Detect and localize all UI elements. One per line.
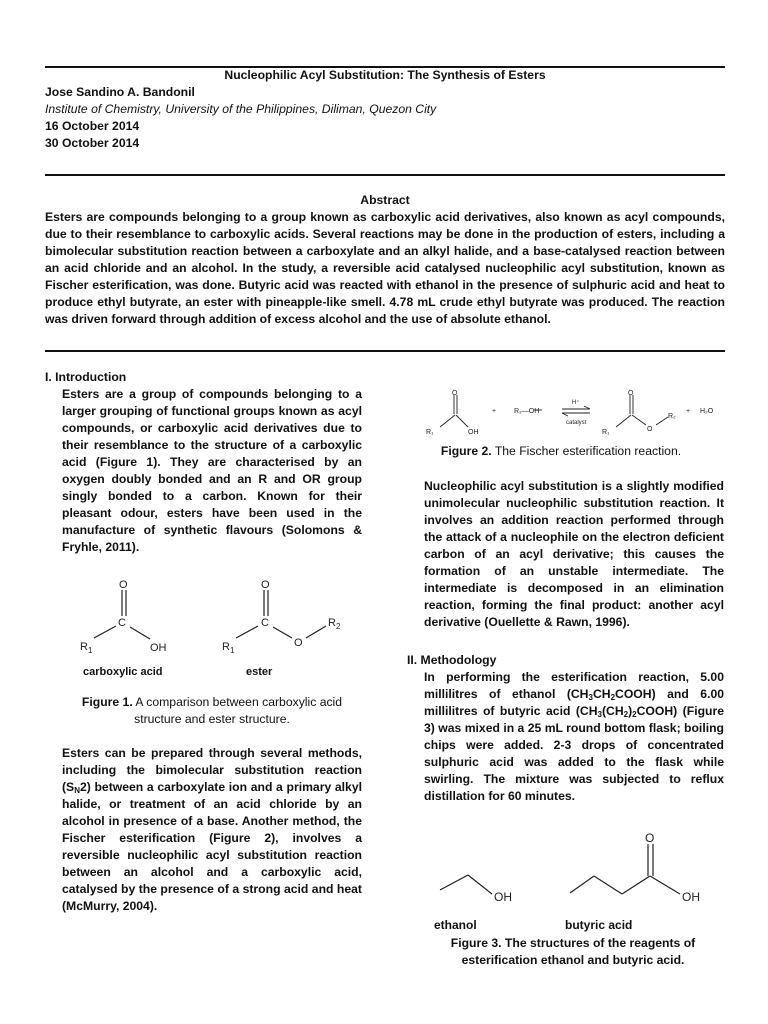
fig3-butyric-oxygen: O	[645, 831, 655, 845]
methodology-paragraph: In performing the esterification reaction, 5.00 millilitres of ethanol $(CH_3CH_2COOH)$ and 6.00 millilitres of butyric acid $(CH_3(CH_2)_2COOH)$ (Figure 3) was mixed in a 25 mL round bottom flask; boiling chips were added. 2-3 drops of concentrated sulphuric acid was added to the flask while swirling. The mixture was subjected to reflux distillation for 60 minutes.	[424, 670, 725, 803]
methodology-heading: II. Methodology	[407, 653, 497, 667]
author-name: Jose Sandino A. Bandonil	[45, 85, 195, 99]
affiliation: Institute of Chemistry, University of the Philippines, Diliman, Quezon City	[45, 102, 437, 116]
fig1-ester-r2-group: $R_2$	[328, 617, 341, 631]
fig1-ester-oxygen: O	[261, 579, 270, 591]
intro-paragraph-3: Nucleophilic acyl substitution is a slightly modified unimolecular nucleophilic substitution reaction. It involves an addition reaction performed through the attack of a nucleophile on the electron deficient carbon of an acyl derivative; this causes the formation of an unstable intermediate. The intermediate is decomposed in an elimination reaction, forming the final product: another acyl derivative (Ouellette & Rawn, 1996).	[424, 479, 724, 629]
fig1-label-ester: ester	[246, 666, 273, 678]
fig2-plus-2: +	[686, 408, 691, 415]
fig2-catalyst-acid: H⁺	[572, 400, 580, 406]
fig2-alcohol: R₂—OH	[514, 408, 540, 415]
fig2-acid-oxygen: O	[452, 390, 458, 397]
fig1-acid-oxygen: O	[119, 579, 128, 591]
figure-1-structures	[70, 574, 370, 684]
figure-3-structures	[430, 828, 720, 934]
figure-1-caption: Figure 1. A comparison between carboxylic acid structure and ester structure.	[81, 695, 343, 726]
fig1-acid-carbon: C	[118, 617, 126, 629]
fig2-catalyst-label: catalyst	[566, 420, 587, 426]
figure-2-reaction	[418, 387, 728, 439]
figure-3-caption: Figure 3. The structures of the reagents of esterification ethanol and butyric acid.	[450, 936, 696, 967]
figure-2-caption: Figure 2. The Fischer esterification reaction.	[440, 444, 682, 458]
fig3-label-ethanol: ethanol	[434, 918, 477, 932]
abstract-bottom-rule	[45, 350, 725, 352]
intro-paragraph-2: Esters can be prepared through several methods, including the bimolecular substitution reaction $(S_N2)$ between a carboxylate ion and a primary alkyl halide, or treatment of an acid chloride by an alcohol in presence of a base. Another method, the Fischer esterification (Figure 2), involves a reversible nucleophilic acyl substitution reaction between an alcohol and a carboxylic acid, catalysed by the presence of a strong acid and heat (McMurry, 2004).	[62, 746, 362, 913]
date-first: 16 October 2014	[45, 119, 140, 133]
fig1-ester-carbon: C	[261, 617, 269, 629]
fig2-acid-hydroxyl: OH	[468, 429, 479, 436]
fig1-label-carboxylic-acid: carboxylic acid	[83, 666, 163, 678]
fig1-ester-r1-group: $R_1$	[222, 641, 235, 655]
fig2-ester-bridge-oxygen: O	[647, 426, 653, 433]
paper-title: Nucleophilic Acyl Substitution: The Synthesis of Esters	[224, 68, 546, 82]
fig2-water: H₂O	[700, 408, 714, 415]
abstract-heading: Abstract	[360, 193, 410, 207]
fig3-ethanol-hydroxyl: OH	[494, 890, 512, 904]
fig3-label-butyric-acid: butyric acid	[565, 918, 633, 932]
fig3-butyric-hydroxyl: OH	[682, 890, 700, 904]
intro-paragraph-1: Esters are a group of compounds belonging to a larger grouping of functional groups known as acyl compounds, or carboxylic acid derivatives due to their resemblance to the structure of a carboxylic acid (Figure 1). They are characterised by an oxygen doubly bonded and an R and OR group singly bonded to a carbon. Known for their pleasant odour, esters have been used in the manufacture of synthetic flavours (Solomons & Fryhle, 2011).	[62, 387, 362, 554]
fig1-acid-hydroxyl: OH	[150, 642, 167, 654]
fig1-ester-bridge-oxygen: O	[294, 637, 303, 649]
date-second: 30 October 2014	[45, 136, 140, 150]
fig2-ester-r2: R₂	[668, 413, 676, 420]
fig2-acid-r1: R₁	[426, 429, 434, 436]
header-bottom-rule	[45, 174, 725, 176]
fig2-plus-1: +	[492, 408, 497, 415]
fig2-ester-r1: R₁	[602, 429, 610, 436]
abstract-text: Esters are compounds belonging to a group known as carboxylic acid derivatives, also known as acyl compounds, due to their resemblance to carboxylic acids. Several reactions may be done in the production of esters, including a bimolecular substitution reaction between a carboxylate and an alkyl halide, and a base-catalysed reaction between an acid chloride and an alcohol. In the study, a reversible acid catalysed nucleophilic acyl substitution, known as Fischer esterification, was done. Butyric acid was reacted with ethanol in the presence of sulphuric acid and heat to produce ethyl butyrate, an ester with pineapple-like smell. 4.78 mL crude ethyl butyrate was produced. The reaction was driven forward through addition of excess alcohol and the use of absolute ethanol.	[45, 210, 725, 326]
intro-heading: I. Introduction	[45, 370, 127, 384]
fig2-ester-oxygen: O	[628, 390, 634, 397]
fig1-acid-r-group: $R_1$	[80, 641, 93, 655]
